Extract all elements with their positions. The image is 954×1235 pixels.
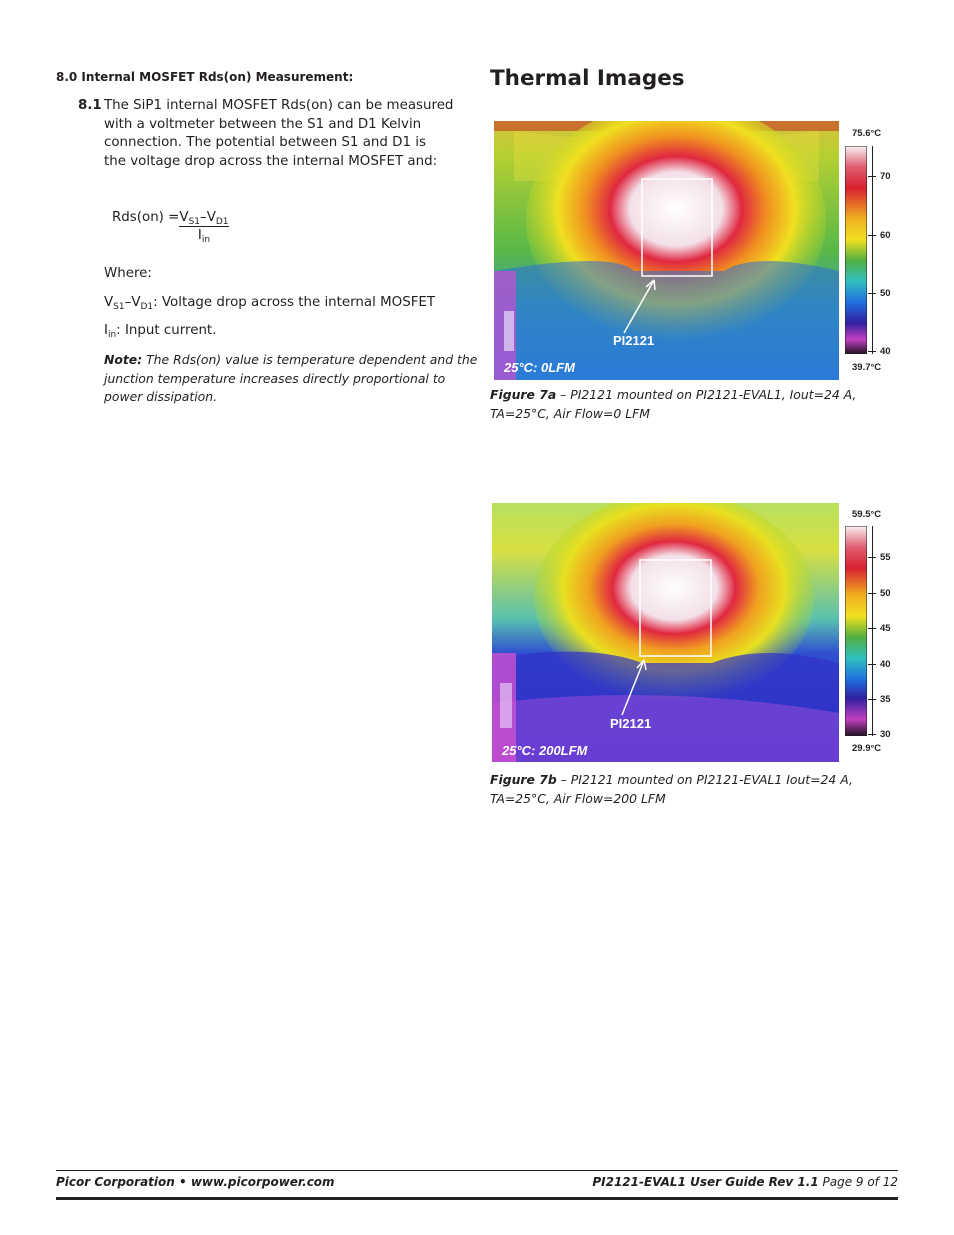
tick-mark <box>868 351 876 352</box>
vdrop-sub-d1: D1 <box>140 302 154 312</box>
formula-denominator <box>179 227 228 243</box>
tick-label-7b: 45 <box>880 623 891 634</box>
tick-label-7a: 70 <box>880 171 891 182</box>
condition-label-7a: 25°C: 0LFM <box>504 360 575 375</box>
tick-mark <box>868 235 876 236</box>
tick-label-7a: 60 <box>880 230 891 241</box>
scale-min-7b: 29.9°C <box>852 743 882 754</box>
paragraph-line: the voltage drop across the internal MOSFET and: <box>104 153 438 169</box>
tick-label-7b: 40 <box>880 659 891 670</box>
formula-sub-d1: D1 <box>215 217 229 227</box>
iin-i: I <box>104 323 108 338</box>
iin-sub: in <box>107 330 117 340</box>
item-number: 8.1 <box>78 98 102 113</box>
tick-label-7b: 35 <box>880 694 891 705</box>
caption-line: TA=25°C, Air Flow=0 LFM <box>490 405 650 421</box>
thermal-image-7a-graphic <box>494 121 839 380</box>
caption-line: – PI2121 mounted on PI2121-EVAL1, Iout=24 A, <box>556 387 857 402</box>
tick-label-7b: 55 <box>880 552 891 563</box>
section-heading: 8.0 Internal MOSFET Rds(on) Measurement: <box>56 70 354 84</box>
tick-mark <box>868 664 876 665</box>
tick-mark <box>868 593 876 594</box>
thermal-image-7a <box>494 121 839 380</box>
footer-page-info <box>592 1175 898 1189</box>
tick-label-7b: 50 <box>880 588 891 599</box>
formula-i: I <box>197 228 202 243</box>
tick-label-7b: 30 <box>880 729 891 740</box>
note-line: power dissipation. <box>104 389 218 404</box>
iin-text: : Input current. <box>116 323 217 338</box>
scale-max-7a: 75.6°C <box>852 128 882 139</box>
colorbar-7a <box>845 146 867 354</box>
scale-min-7a: 39.7°C <box>852 362 882 373</box>
scale-max-7b: 59.5°C <box>852 509 882 520</box>
caption-label-7a: Figure 7a <box>490 387 557 402</box>
caption-line: TA=25°C, Air Flow=200 LFM <box>490 790 666 806</box>
component-label-7a: PI2121 <box>613 333 655 348</box>
formula-lhs: Rds(on) = <box>112 210 180 225</box>
note-label: Note: <box>104 352 143 367</box>
formula-v: V <box>179 210 189 225</box>
thermal-image-7b-graphic <box>492 503 839 762</box>
note <box>104 351 478 407</box>
paragraph-line: connection. The potential between S1 and D1 is <box>104 135 426 150</box>
where-label: Where: <box>104 266 152 281</box>
paragraph-line: with a voltmeter between the S1 and D1 Kelvin <box>104 116 422 132</box>
caption-7b <box>490 771 853 808</box>
caption-label-7b: Figure 7b <box>490 772 557 787</box>
note-line: The Rds(on) value is temperature dependent and the <box>142 352 478 367</box>
iin-definition <box>104 323 216 338</box>
footer-rule-top <box>56 1170 898 1171</box>
component-label-7b: PI2121 <box>610 716 652 731</box>
tick-mark <box>868 699 876 700</box>
note-line: junction temperature increases directly proportional to <box>104 370 446 386</box>
formula-sub-in: in <box>201 235 211 245</box>
footer-rule-bottom <box>56 1197 898 1200</box>
condition-label-7b: 25°C: 200LFM <box>502 743 588 758</box>
colorbar-7a-axis <box>872 146 873 354</box>
tick-label-7a: 40 <box>880 346 891 357</box>
tick-mark <box>868 293 876 294</box>
formula-fraction <box>179 210 228 243</box>
vdrop-definition <box>104 295 435 310</box>
formula-v2: –V <box>200 210 216 225</box>
vdrop-v2: –V <box>124 295 141 310</box>
paragraph-line: The SiP1 internal MOSFET Rds(on) can be measured <box>104 98 454 113</box>
tick-mark <box>868 557 876 558</box>
tick-mark <box>868 176 876 177</box>
vdrop-v: V <box>104 295 114 310</box>
rds-formula <box>112 210 229 243</box>
thermal-image-7b <box>492 503 839 762</box>
caption-line: – PI2121 mounted on PI2121-EVAL1 Iout=24 A, <box>556 772 853 787</box>
footer-doc-title: PI2121-EVAL1 User Guide Rev 1.1 <box>592 1175 819 1189</box>
formula-numerator <box>179 210 228 227</box>
colorbar-7b <box>845 526 867 736</box>
tick-mark <box>868 734 876 735</box>
vdrop-sub-s1: S1 <box>113 302 125 312</box>
formula-sub-s1: S1 <box>188 217 201 227</box>
tick-mark <box>868 628 876 629</box>
vdrop-text: : Voltage drop across the internal MOSFET <box>153 295 436 310</box>
tick-label-7a: 50 <box>880 288 891 299</box>
footer-company: Picor Corporation • www.picorpower.com <box>56 1175 335 1189</box>
thermal-images-title: Thermal Images <box>490 66 685 91</box>
section-paragraph <box>78 97 458 171</box>
footer-page-number: Page 9 of 12 <box>818 1175 898 1189</box>
caption-7a <box>490 386 856 423</box>
